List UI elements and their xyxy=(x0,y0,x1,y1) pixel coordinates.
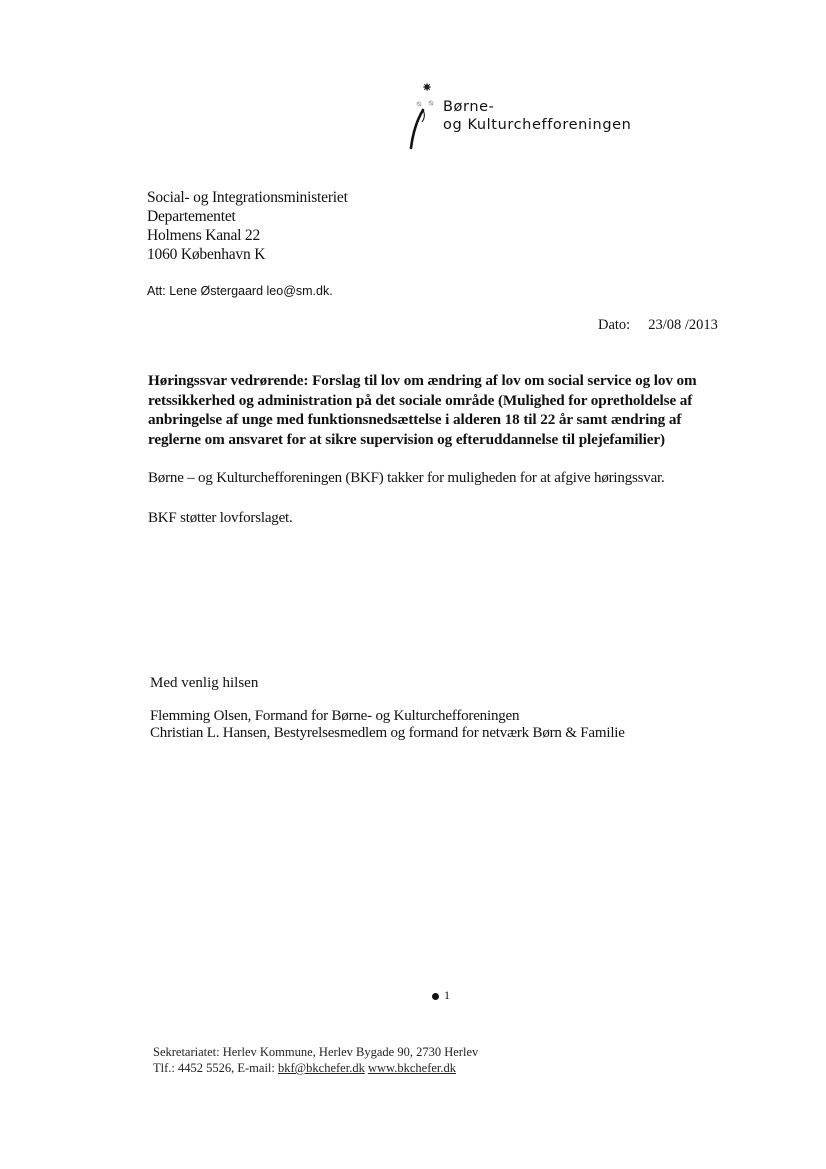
page-number xyxy=(432,988,450,1002)
signatories xyxy=(150,708,625,742)
recipient-line-3: Holmens Kanal 22 xyxy=(147,227,261,244)
signer-line-1: Flemming Olsen, Formand for Børne- og Kulturchefforeningen xyxy=(150,708,520,724)
footer-phone: Tlf.: 4452 5526, E-mail: xyxy=(153,1061,275,1075)
page-number-value: 1 xyxy=(444,988,450,1002)
recipient-line-2: Departementet xyxy=(147,208,236,225)
footer-email-link[interactable]: bkf@bkchefer.dk xyxy=(277,1061,365,1075)
footer xyxy=(153,1044,478,1076)
footer-contact xyxy=(153,1060,478,1076)
organization-logo xyxy=(405,82,665,157)
footer-website-link[interactable]: www.bkchefer.dk xyxy=(367,1061,457,1075)
logo-text-line-1: Børne- xyxy=(443,99,495,115)
closing-greeting: Med venlig hilsen xyxy=(150,675,259,691)
body-paragraph-2: BKF støtter lovforslaget. xyxy=(148,510,293,526)
attention-line: Att: Lene Østergaard leo@sm.dk. xyxy=(147,284,333,298)
recipient-address xyxy=(147,188,348,264)
signer-line-2: Christian L. Hansen, Bestyrelsesmedlem og formand for netværk Børn & Familie xyxy=(150,725,625,741)
flower-logo-icon xyxy=(405,82,435,154)
subject-heading: Høringssvar vedrørende: Forslag til lov om ændring af lov om social service og lov om retssikkerhed og administration på det sociale område (Mulighed for opretholdelse af anbringelse af unge med funktionsnedsættelse i alderen 18 til 22 år samt ændring af reglerne om ansvaret for at sikre supervision og efteruddannelse til plejefamilier) xyxy=(148,372,697,448)
date-value: 23/08 /2013 xyxy=(648,317,718,333)
bullet-icon xyxy=(432,993,439,1000)
body-paragraph-1: Børne – og Kulturchefforeningen (BKF) takker for muligheden for at afgive høringssvar. xyxy=(148,470,665,486)
recipient-line-1: Social- og Integrationsministeriet xyxy=(147,189,348,206)
footer-address: Sekretariatet: Herlev Kommune, Herlev Bygade 90, 2730 Herlev xyxy=(153,1045,479,1059)
logo-text-line-2: og Kulturchefforeningen xyxy=(443,117,632,133)
date-label: Dato: xyxy=(598,317,631,333)
date-line xyxy=(598,316,718,334)
recipient-line-4: 1060 København K xyxy=(147,246,266,263)
